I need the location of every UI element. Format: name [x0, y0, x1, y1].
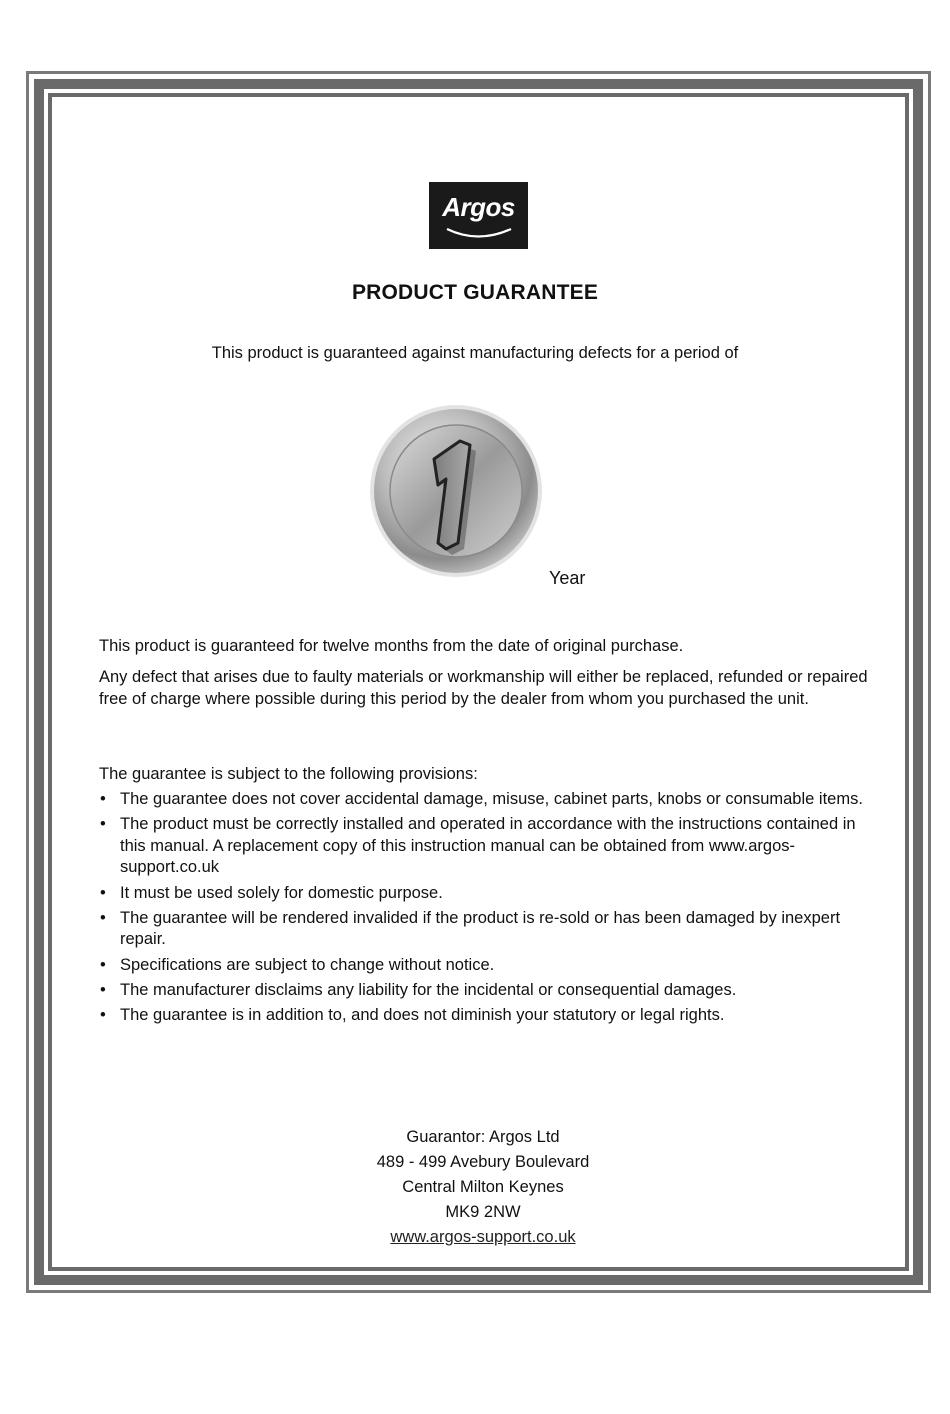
year-label: Year — [549, 568, 586, 588]
list-item — [99, 980, 884, 1002]
list-item — [99, 883, 884, 905]
provision-text: The guarantee is in addition to, and does not diminish your statutory or legal rights. — [120, 1006, 725, 1025]
badge-number: 1 — [455, 523, 457, 524]
provision-text: The guarantee does not cover accidental damage, misuse, cabinet parts, knobs or consumable items. — [120, 790, 863, 808]
intro-text: This product is guaranteed against manufacturing defects for a period of — [211, 344, 739, 362]
list-item — [99, 789, 884, 811]
logo-text: Argos — [442, 192, 515, 222]
guarantor-address — [0, 1125, 950, 1250]
list-item — [99, 1005, 884, 1027]
bullet-icon: • — [100, 908, 106, 927]
provision-text: It must be used solely for domestic purpose. — [120, 883, 443, 902]
support-website-link[interactable]: www.argos-support.co.uk — [390, 1228, 576, 1246]
paragraph-period: This product is guaranteed for twelve months from the date of original purchase. — [99, 637, 684, 655]
year-medal-icon — [368, 403, 544, 579]
bullet-icon: • — [100, 790, 106, 808]
guarantor-name: Guarantor: Argos Ltd — [406, 1128, 560, 1146]
provision-text: The guarantee will be rendered invalided if the product is re-sold or has been damaged by inexpert repair. — [120, 908, 841, 949]
address-street: 489 - 499 Avebury Boulevard — [376, 1153, 590, 1171]
list-item — [99, 955, 884, 977]
logo-swoosh-icon — [429, 182, 528, 249]
bullet-icon: • — [100, 883, 106, 902]
provisions-list — [99, 789, 884, 1031]
bullet-icon: • — [100, 955, 106, 974]
one-year-badge — [368, 403, 544, 584]
provision-text: The product must be correctly installed and operated in accordance with the instructions contained in this manual. A replacement copy of this instruction manual can be obtained from www.argos-support.co.uk — [120, 815, 856, 877]
list-item — [99, 814, 884, 879]
address-area: Central Milton Keynes — [402, 1178, 564, 1196]
page-title: PRODUCT GUARANTEE — [351, 281, 599, 304]
bullet-icon: • — [100, 1006, 106, 1025]
argos-logo — [429, 182, 528, 249]
provision-text: Specifications are subject to change without notice. — [120, 955, 495, 974]
bullet-icon: • — [100, 815, 106, 834]
paragraph-provisions-intro: The guarantee is subject to the following provisions: — [99, 765, 478, 783]
provision-text: The manufacturer disclaims any liability for the incidental or consequential damages. — [120, 980, 737, 999]
list-item — [99, 908, 884, 951]
bullet-icon: • — [100, 980, 106, 999]
address-postcode: MK9 2NW — [445, 1203, 521, 1221]
paragraph-defects: Any defect that arises due to faulty materials or workmanship will either be replaced, refunded or repaired free of charge where possible during this period by the dealer from whom you purchased the unit. — [99, 668, 868, 708]
